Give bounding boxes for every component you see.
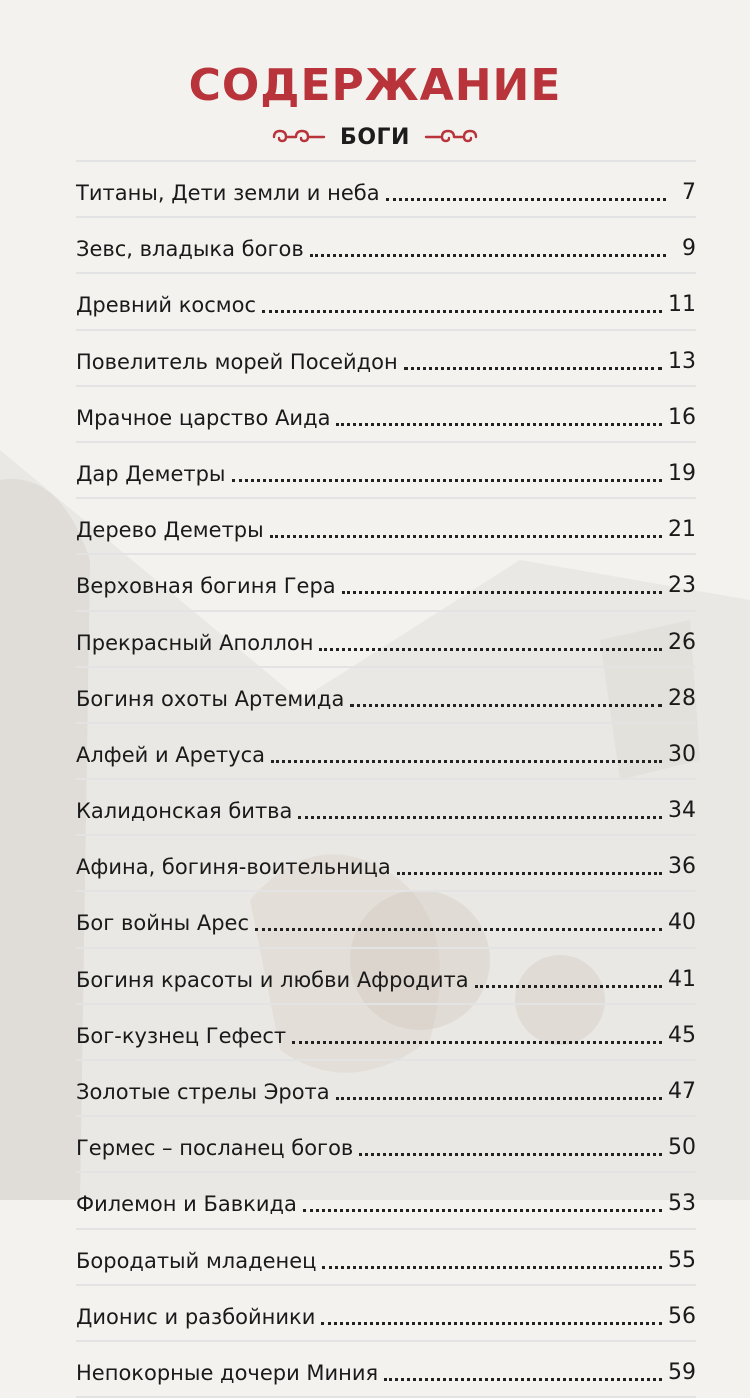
- toc-entry-page: 55: [668, 1247, 696, 1273]
- meander-ornament-icon: [424, 127, 478, 147]
- toc-entry-title: Гермес – посланец богов: [76, 1136, 354, 1161]
- dot-leader: [359, 1152, 662, 1156]
- toc-entry[interactable]: [76, 834, 696, 890]
- toc-entry-page: 19: [668, 460, 696, 486]
- toc-entry[interactable]: [76, 1059, 696, 1115]
- toc-entry[interactable]: [76, 553, 696, 609]
- toc-entry[interactable]: [76, 441, 696, 497]
- dot-leader: [342, 590, 662, 594]
- toc-entry[interactable]: [76, 272, 696, 328]
- toc-entry-title: Дар Деметры: [76, 461, 226, 486]
- toc-entry-title: Бог-кузнец Гефест: [76, 1023, 287, 1048]
- toc-entry-title: Бог войны Арес: [76, 911, 249, 936]
- toc-entry-page: 47: [668, 1079, 696, 1104]
- toc-entry[interactable]: [76, 216, 696, 272]
- toc-entry[interactable]: [76, 610, 696, 666]
- toc-entry[interactable]: [76, 1115, 696, 1171]
- toc-entry[interactable]: [76, 890, 696, 946]
- dot-leader: [350, 703, 662, 707]
- toc-entry-page: 16: [668, 404, 696, 430]
- toc-entry-title: Прекрасный Аполлон: [76, 630, 314, 655]
- toc-entry-title: Богиня красоты и любви Афродита: [76, 967, 469, 992]
- toc-entry-page: 56: [668, 1303, 696, 1329]
- toc-entry-page: 23: [668, 573, 696, 599]
- toc-entry-page: 11: [668, 292, 696, 318]
- dot-leader: [271, 759, 662, 763]
- toc-entry-page: 53: [668, 1191, 696, 1217]
- table-of-contents: [76, 160, 696, 1398]
- toc-entry-page: 13: [668, 348, 696, 374]
- toc-entry-page: 26: [668, 629, 696, 655]
- toc-entry-title: Древний космос: [76, 293, 257, 318]
- toc-entry-title: Алфей и Аретуса: [76, 742, 265, 767]
- dot-leader: [336, 422, 662, 426]
- toc-entry-page: 34: [668, 798, 696, 824]
- toc-entry[interactable]: [76, 329, 696, 385]
- page-title: СОДЕРЖАНИЕ: [188, 60, 562, 111]
- dot-leader: [262, 309, 662, 313]
- dot-leader: [404, 366, 662, 370]
- toc-entry-title: Богиня охоты Артемида: [76, 686, 345, 711]
- toc-entry-page: 9: [682, 236, 696, 262]
- toc-entry-page: 41: [668, 966, 696, 992]
- toc-entry[interactable]: [76, 497, 696, 553]
- toc-entry[interactable]: [76, 666, 696, 722]
- dot-leader: [336, 1096, 662, 1100]
- dot-leader: [384, 1377, 662, 1381]
- toc-entry-title: Дионис и разбойники: [76, 1304, 316, 1329]
- toc-entry-page: 50: [668, 1135, 696, 1161]
- dot-leader: [319, 647, 662, 651]
- toc-entry-page: 40: [668, 910, 696, 936]
- toc-entry-page: 45: [668, 1022, 696, 1048]
- toc-entry[interactable]: [76, 385, 696, 441]
- toc-entry[interactable]: [76, 1171, 696, 1227]
- toc-entry[interactable]: [76, 722, 696, 778]
- toc-entry-title: Филемон и Бавкида: [76, 1192, 297, 1217]
- toc-entry-page: 28: [668, 685, 696, 711]
- dot-leader: [397, 871, 662, 875]
- dot-leader: [310, 253, 666, 257]
- toc-entry[interactable]: [76, 1003, 696, 1059]
- dot-leader: [386, 197, 666, 201]
- toc-entry-title: Зевс, владыка богов: [76, 237, 304, 262]
- toc-entry-page: 59: [668, 1359, 696, 1385]
- toc-entry-title: Дерево Деметры: [76, 518, 264, 543]
- dot-leader: [270, 534, 662, 538]
- dot-leader: [232, 478, 662, 482]
- toc-entry[interactable]: [76, 1340, 696, 1398]
- toc-entry-title: Повелитель морей Посейдон: [76, 349, 398, 374]
- toc-entry-page: 36: [668, 854, 696, 880]
- toc-entry-title: Титаны, Дети земли и неба: [76, 181, 380, 205]
- toc-entry-page: 21: [668, 517, 696, 543]
- dot-leader: [321, 1321, 662, 1325]
- toc-entry-title: Афина, богиня-воительница: [76, 855, 391, 880]
- toc-entry[interactable]: [76, 1284, 696, 1340]
- dot-leader: [298, 815, 662, 819]
- toc-entry-title: Мрачное царство Аида: [76, 405, 331, 430]
- toc-entry-title: Бородатый младенец: [76, 1248, 317, 1273]
- toc-entry[interactable]: [76, 947, 696, 1003]
- section-label: БОГИ: [340, 124, 410, 150]
- dot-leader: [475, 984, 662, 988]
- toc-entry[interactable]: [76, 1228, 696, 1284]
- toc-entry-title: Калидонская битва: [76, 799, 293, 824]
- dot-leader: [322, 1265, 662, 1269]
- toc-entry-title: Непокорные дочери Миния: [76, 1360, 379, 1385]
- meander-ornament-icon: [272, 127, 326, 147]
- dot-leader: [255, 927, 662, 931]
- toc-entry-title: Верховная богиня Гера: [76, 574, 336, 599]
- toc-entry-title: Золотые стрелы Эрота: [76, 1080, 330, 1104]
- dot-leader: [292, 1040, 662, 1044]
- section-header: [0, 120, 750, 154]
- toc-entry[interactable]: [76, 778, 696, 834]
- toc-entry-page: 30: [668, 741, 696, 767]
- dot-leader: [303, 1208, 662, 1212]
- toc-entry-page: 7: [682, 180, 696, 205]
- toc-entry[interactable]: [76, 160, 696, 216]
